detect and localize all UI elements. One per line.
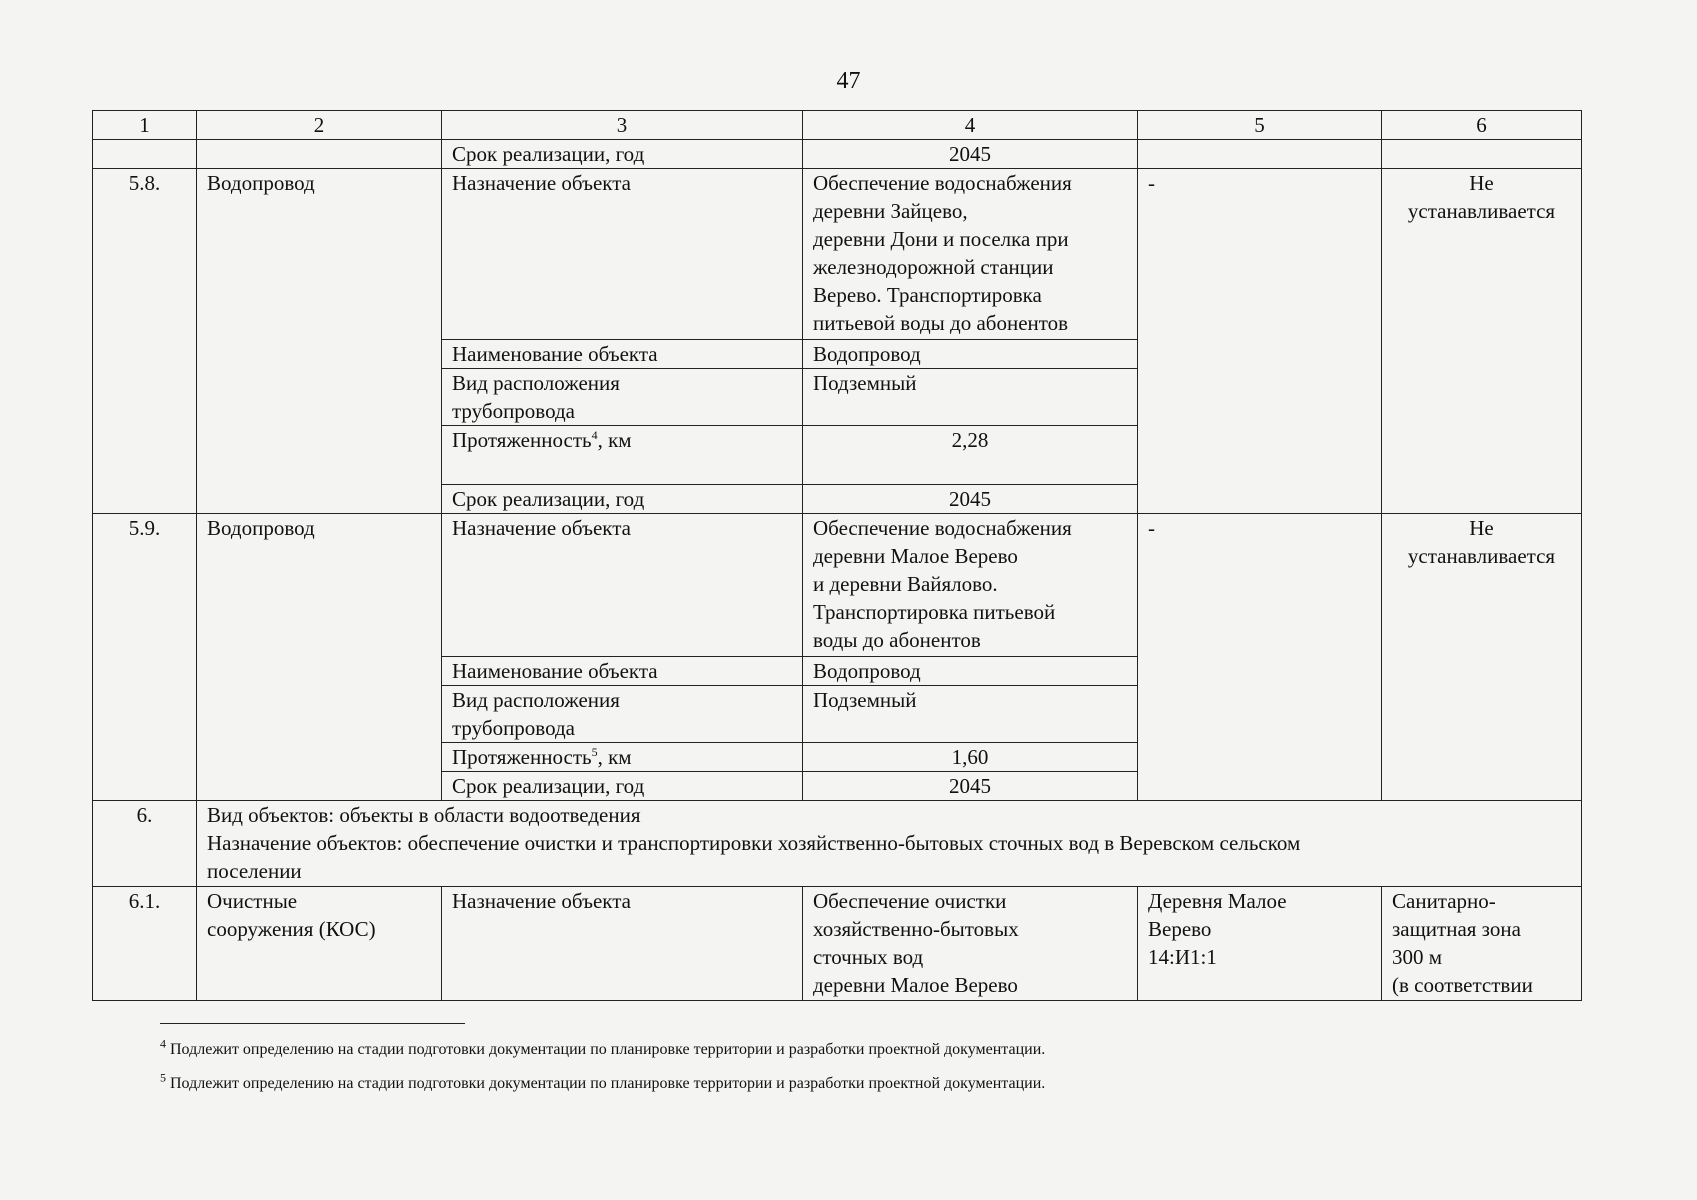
param-label: Наименование объекта (442, 657, 803, 686)
param-value: Подземный (803, 369, 1138, 426)
page-number: 47 (836, 68, 861, 94)
section-description: Вид объектов: объекты в области водоотведения Назначение объектов: обеспечение очистки и транспортировки хозяйственно-бытовых сточных вод в Веревском сельском поселении (197, 801, 1582, 887)
column-header: 4 (803, 111, 1138, 140)
param-label: Срок реализации, год (442, 772, 803, 801)
param-label: Срок реализации, год (442, 485, 803, 514)
param-value: 2045 (803, 485, 1138, 514)
zone-cell: Не устанавливается (1382, 514, 1582, 801)
location-cell: Деревня Малое Верево 14:И1:1 (1138, 887, 1382, 1001)
footnote-ref: 5 (591, 745, 598, 759)
item-number: 5.9. (93, 514, 197, 801)
location-cell: - (1138, 169, 1382, 514)
item-number: 6.1. (93, 887, 197, 1001)
table-cell (197, 140, 442, 169)
section-row (93, 801, 1582, 887)
param-value: 2045 (803, 140, 1138, 169)
param-label: Наименование объекта (442, 340, 803, 369)
table-row (93, 169, 1582, 340)
item-name: Очистные сооружения (КОС) (197, 887, 442, 1001)
param-label: Вид расположения трубопровода (442, 369, 803, 426)
length-unit: , км (597, 745, 632, 769)
zone-cell: Санитарно- защитная зона 300 м (в соответствии (1382, 887, 1582, 1001)
table-cell (1138, 140, 1382, 169)
item-name: Водопровод (197, 169, 442, 514)
param-value: Обеспечение водоснабжения деревни Зайцево, деревни Дони и поселка при железнодорожной станции Верево. Транспортировка питьевой воды до абонентов (803, 169, 1138, 340)
column-header: 3 (442, 111, 803, 140)
param-value: Обеспечение водоснабжения деревни Малое Верево и деревни Вайялово. Транспортировка питьевой воды до абонентов (803, 514, 1138, 657)
length-label: Протяженность (452, 745, 592, 769)
column-header: 5 (1138, 111, 1382, 140)
item-number: 5.8. (93, 169, 197, 514)
param-label: Назначение объекта (442, 514, 803, 657)
column-header: 2 (197, 111, 442, 140)
column-header: 6 (1382, 111, 1582, 140)
table-header-row (93, 111, 1582, 140)
param-value: 2045 (803, 772, 1138, 801)
param-value: Обеспечение очистки хозяйственно-бытовых сточных вод деревни Малое Верево (803, 887, 1138, 1001)
footnotes (160, 1023, 1540, 1108)
param-value: Водопровод (803, 340, 1138, 369)
param-value: Водопровод (803, 657, 1138, 686)
table-row (93, 887, 1582, 1001)
zone-cell: Не устанавливается (1382, 169, 1582, 514)
footnote-text: Подлежит определению на стадии подготовки документации по планировке территории и разработки проектной документации. (166, 1075, 1046, 1092)
footnote-separator (160, 1023, 465, 1024)
param-value: 1,60 (803, 743, 1138, 772)
param-label (442, 743, 803, 772)
param-label (442, 426, 803, 485)
footnote-mark: 5 (160, 1070, 166, 1085)
footnote (160, 1036, 1540, 1060)
objects-table (92, 110, 1582, 1001)
table-row (93, 514, 1582, 657)
param-label: Назначение объекта (442, 169, 803, 340)
param-label: Срок реализации, год (442, 140, 803, 169)
param-label: Вид расположения трубопровода (442, 686, 803, 743)
param-label: Назначение объекта (442, 887, 803, 1001)
length-unit: , км (597, 428, 632, 452)
param-value: Подземный (803, 686, 1138, 743)
table-cell (93, 140, 197, 169)
footnote (160, 1070, 1540, 1094)
item-name: Водопровод (197, 514, 442, 801)
table-row (93, 140, 1582, 169)
column-header: 1 (93, 111, 197, 140)
location-cell: - (1138, 514, 1382, 801)
footnote-ref: 4 (591, 428, 598, 442)
section-number: 6. (93, 801, 197, 887)
param-value: 2,28 (803, 426, 1138, 485)
footnote-mark: 4 (160, 1036, 166, 1051)
footnote-text: Подлежит определению на стадии подготовки документации по планировке территории и разработки проектной документации. (166, 1041, 1046, 1058)
length-label: Протяженность (452, 428, 592, 452)
table-cell (1382, 140, 1582, 169)
